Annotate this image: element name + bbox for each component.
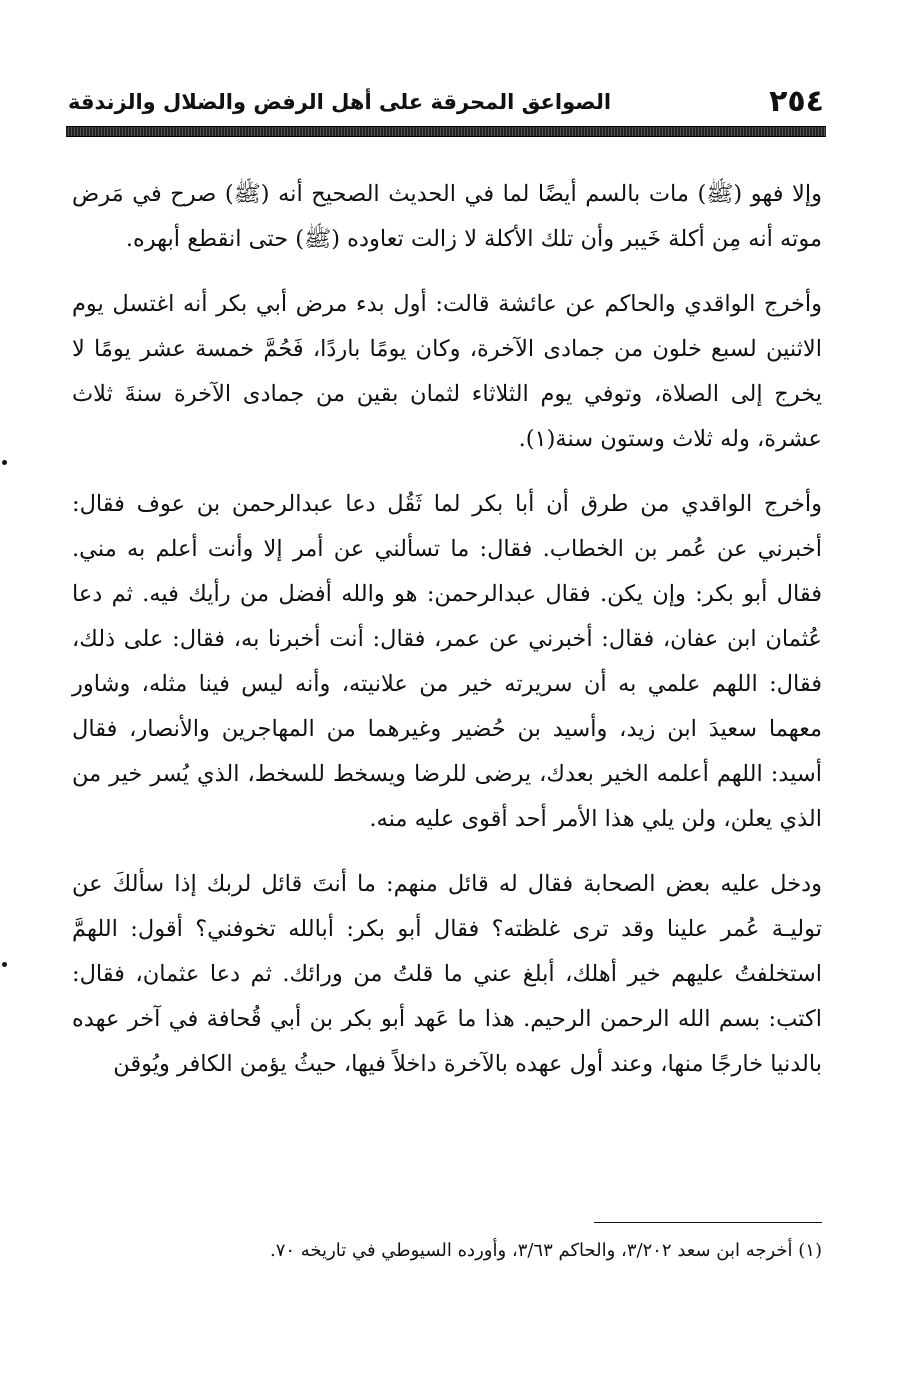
paragraph-1: وإلا فهو (ﷺ) مات بالسم أيضًا لما في الحديث الصحيح أنه (ﷺ) صرح في مَرض موته أنه مِن أكلة خَيبر وأن تلك الأكلة لا زالت تعاوده (ﷺ) حتى انقطع أبهره. — [72, 181, 822, 252]
footnote-rule — [594, 1222, 822, 1223]
paragraph-4: ودخل عليه بعض الصحابة فقال له قائل منهم: ما أنتَ قائل لربك إذا سألكَ عن توليـة عُمر علينا وقد ترى غلظته؟ فقال أبو بكر: أبالله تخوفني؟ أقول: اللهمَّ استخلفتُ عليهم خير أهلك، أبلغ عني ما قلتُ من ورائك. ثم دعا عثمان، فقال: اكتب: بسم الله الرحمن الرحيم. هذا ما عَهد أبو بكر بن أبي قُحافة في آخر عهده بالدنيا خارجًا منها، وعند أول عهده بالآخرة داخلاً فيها، حيثُ يؤمن الكافر ويُوقن — [72, 871, 822, 1077]
margin-mark — [2, 460, 7, 465]
page-number: ٢٥٤ — [769, 84, 824, 119]
margin-mark — [2, 962, 7, 967]
header-rule — [66, 126, 826, 137]
paragraph-3: وأخرج الواقدي من طرق أن أبا بكر لما ثَقُل دعا عبدالرحمن بن عوف فقال: أخبرني عن عُمر بن الخطاب. فقال: ما تسألني عن أمر إلا وأنت أعلم به مني. فقال أبو بكر: وإن يكن. فقال عبدالرحمن: هو والله أفضل من رأيك فيه. ثم دعا عُثمان ابن عفان، فقال: أخبرني عن عمر، فقال: أنت أخبرنا به، فقال: على ذلك، فقال: اللهم علمي به أن سريرته خير من علانيته، وأنه ليس فينا مثله، وشاور معهما سعيدَ ابن زيد، وأسيد بن حُضير وغيرهما من المهاجرين والأنصار، فقال أسيد: اللهم أعلمه الخير بعدك، يرضى للرضا ويسخط للسخط، الذي يُسر خير من الذي يعلن، ولن يلي هذا الأمر أحد أقوى عليه منه. — [72, 491, 822, 832]
page-header — [68, 82, 824, 122]
main-text — [72, 172, 822, 1107]
running-title: الصواعق المحرقة على أهل الرفض والضلال والزندقة — [68, 90, 612, 114]
paragraph-2: وأخرج الواقدي والحاكم عن عائشة قالت: أول بدء مرض أبي بكر أنه اغتسل يوم الاثنين لسبع خلون من جمادى الآخرة، وكان يومًا باردًا، فَحُمَّ خمسة عشر يومًا لا يخرج إلى الصلاة، وتوفي يوم الثلاثاء لثمان بقين من جمادى الآخرة سنةَ ثلاث عشرة، وله ثلاث وستون سنة(١). — [72, 291, 822, 452]
footnote: (١) أخرجه ابن سعد ٣/٢٠٢، والحاكم ٣/٦٣، وأورده السيوطي في تاريخه ٧٠. — [269, 1240, 822, 1261]
